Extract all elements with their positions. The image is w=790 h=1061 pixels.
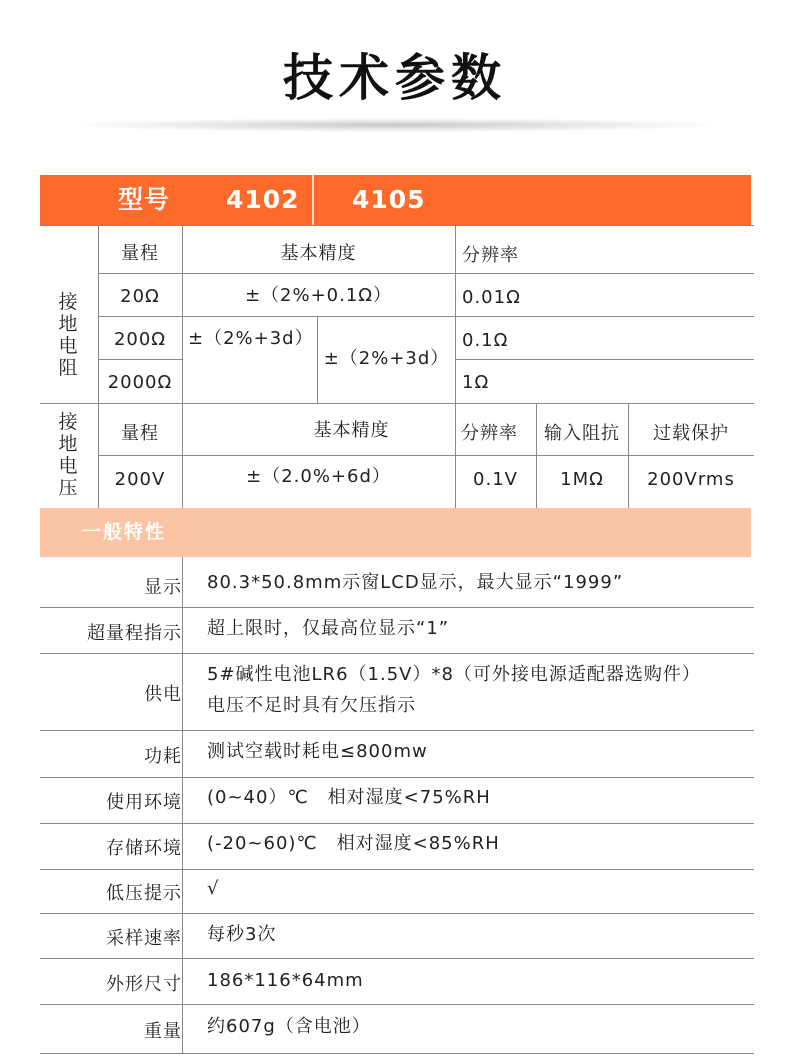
general-value-line2: 电压不足时具有欠压指示 — [207, 695, 416, 716]
table-line — [98, 225, 99, 508]
voltage-overload: 200Vrms — [647, 469, 735, 490]
general-value: 测试空载时耗电≤800mw — [207, 741, 428, 762]
voltage-col-impedance: 输入阻抗 — [544, 423, 620, 444]
resistance-col-range: 量程 — [121, 243, 159, 264]
group-char: 接 — [58, 411, 78, 433]
general-value: 每秒3次 — [207, 924, 277, 945]
group-char: 压 — [58, 477, 78, 499]
resistance-resolution: 0.01Ω — [462, 287, 521, 308]
general-heading: 一般特性 — [82, 521, 167, 543]
general-label: 低压提示 — [106, 883, 182, 904]
model-4105: 4105 — [352, 185, 426, 214]
voltage-col-range: 量程 — [121, 423, 159, 444]
general-label: 功耗 — [144, 746, 182, 767]
general-label: 超量程指示 — [87, 623, 182, 644]
resistance-resolution: 1Ω — [462, 372, 490, 393]
voltage-col-overload: 过载保护 — [653, 423, 729, 444]
group-char: 阻 — [58, 357, 78, 379]
general-label: 重量 — [144, 1021, 182, 1042]
table-line — [98, 455, 754, 456]
resistance-range: 2000Ω — [107, 372, 173, 393]
table-line — [40, 869, 754, 870]
table-line — [40, 653, 754, 654]
general-value: 约607g（含电池） — [207, 1016, 371, 1037]
general-value: 80.3*50.8mm示窗LCD显示，最大显示“1999” — [207, 572, 624, 593]
title-shadow — [70, 118, 720, 132]
general-label: 供电 — [144, 684, 182, 705]
general-value: 186*116*64mm — [207, 970, 364, 991]
group-char: 地 — [58, 313, 78, 335]
general-label: 显示 — [144, 577, 182, 598]
table-line — [40, 607, 754, 608]
general-value: 超上限时，仅最高位显示“1” — [207, 618, 450, 639]
table-line — [98, 316, 754, 317]
table-line — [182, 225, 183, 508]
table-line — [98, 273, 754, 274]
voltage-range: 200V — [114, 469, 166, 490]
group-char: 接 — [58, 291, 78, 313]
general-label: 使用环境 — [106, 792, 182, 813]
table-line — [40, 730, 754, 731]
group-char: 电 — [58, 335, 78, 357]
table-line — [455, 225, 456, 508]
table-line — [98, 359, 182, 360]
table-line — [40, 1004, 754, 1005]
general-label: 存储环境 — [106, 838, 182, 859]
resistance-range: 20Ω — [120, 286, 160, 307]
model-header-bar — [40, 175, 751, 225]
table-line — [536, 403, 537, 508]
model-label: 型号 — [118, 185, 171, 214]
general-value: 5#碱性电池LR6（1.5V）*8（可外接电源适配器选购件） — [207, 664, 701, 685]
model-separator — [312, 175, 314, 225]
table-line — [40, 777, 754, 778]
table-line — [182, 557, 183, 1053]
table-line — [40, 403, 754, 404]
resistance-resolution: 0.1Ω — [462, 330, 509, 351]
page-title: 技术参数 — [283, 49, 507, 107]
table-line — [40, 1053, 754, 1054]
voltage-impedance: 1MΩ — [560, 469, 604, 490]
resistance-range: 200Ω — [113, 329, 167, 350]
table-line — [40, 225, 754, 226]
group-char: 电 — [58, 455, 78, 477]
voltage-col-accuracy: 基本精度 — [313, 420, 390, 441]
general-value: (-20~60)℃ 相对湿度<85%RH — [207, 833, 500, 854]
table-line — [455, 359, 754, 360]
voltage-col-resolution: 分辨率 — [461, 423, 518, 444]
check-icon: √ — [207, 878, 220, 899]
resistance-col-accuracy: 基本精度 — [280, 243, 357, 264]
general-heading-bar — [40, 508, 751, 557]
general-label: 外形尺寸 — [106, 974, 182, 995]
general-label: 采样速率 — [106, 928, 182, 949]
voltage-accuracy: ±（2.0%+6d） — [246, 466, 391, 487]
resistance-col-resolution: 分辨率 — [462, 245, 519, 266]
table-line — [628, 403, 629, 508]
general-value: (0~40）℃ 相对湿度<75%RH — [207, 787, 491, 808]
table-line — [40, 913, 754, 914]
group-char: 地 — [58, 433, 78, 455]
model-4102: 4102 — [226, 185, 300, 214]
voltage-resolution: 0.1V — [473, 469, 518, 490]
table-line — [40, 958, 754, 959]
table-line — [40, 823, 754, 824]
resistance-accuracy-4105: ±（2%+3d） — [323, 348, 450, 369]
resistance-accuracy-4102: ±（2%+3d） — [188, 328, 314, 349]
resistance-accuracy: ±（2%+0.1Ω） — [244, 285, 393, 306]
